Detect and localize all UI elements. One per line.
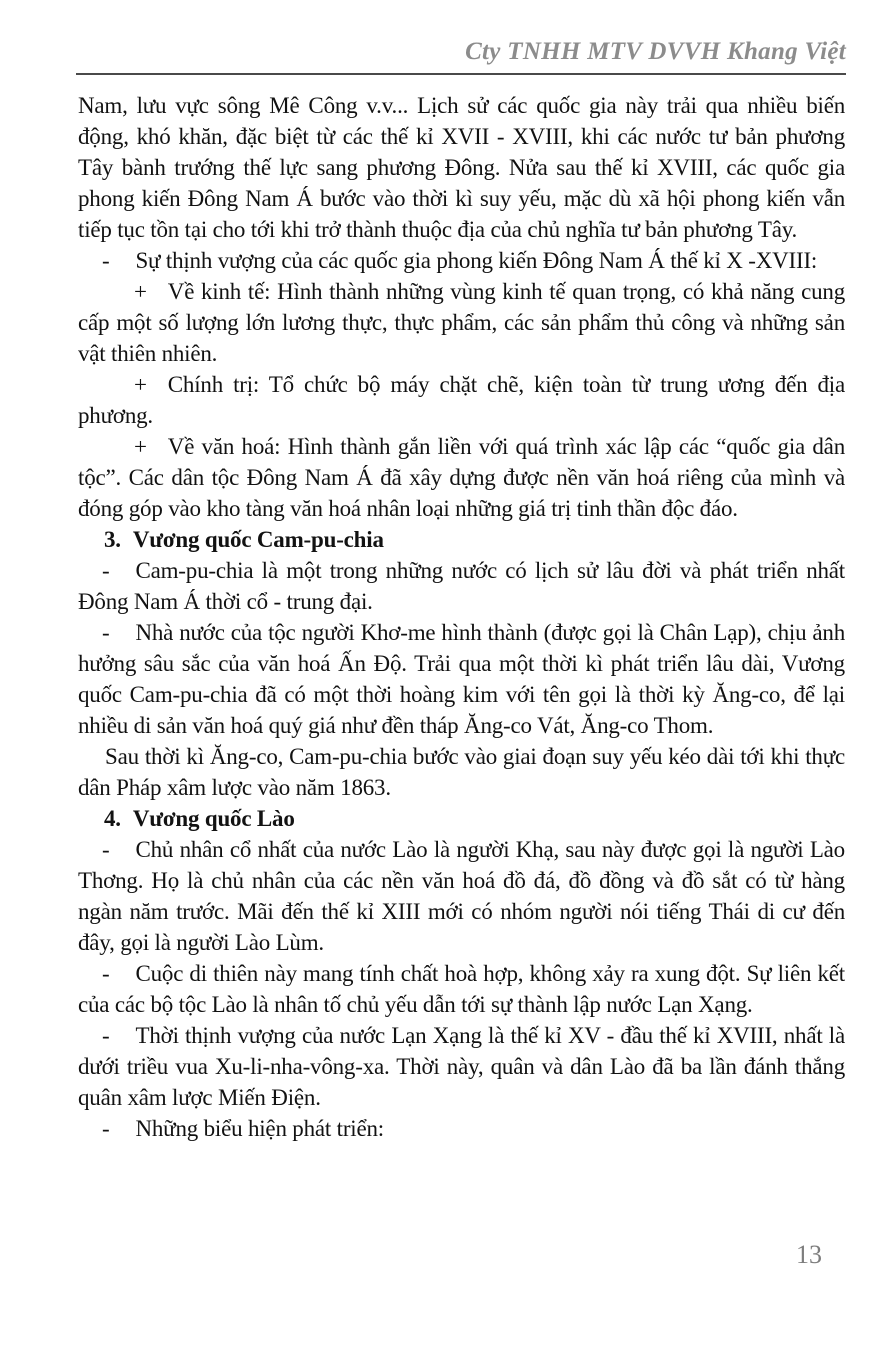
section-heading-text: Vương quốc Cam-pu-chia: [132, 527, 384, 552]
list-item: [78, 834, 845, 958]
list-item-text: Chính trị: Tổ chức bộ máy chặt chẽ, kiện toàn từ trung ương đến địa phương.: [78, 372, 845, 428]
page-header: [76, 38, 846, 75]
dash-marker: -: [102, 620, 110, 645]
dash-marker: -: [102, 248, 110, 273]
list-item-text: Cuộc di thiên này mang tính chất hoà hợp, không xảy ra xung đột. Sự liên kết của các bộ tộc Lào là nhân tố chủ yếu dẫn tới sự thành lập nước Lạn Xạng.: [78, 961, 845, 1017]
paragraph: Sau thời kì Ăng-co, Cam-pu-chia bước vào giai đoạn suy yếu kéo dài tới khi thực dân Pháp xâm lược vào năm 1863.: [78, 744, 845, 800]
section-number: 3.: [104, 527, 121, 552]
list-item: [78, 958, 845, 1020]
page-number: 13: [796, 1240, 822, 1269]
section-heading-text: Vương quốc Lào: [132, 806, 295, 831]
list-item-text: Chủ nhân cổ nhất của nước Lào là người Khạ, sau này được gọi là người Lào Thơng. Họ là chủ nhân của các nền văn hoá đồ đá, đồ đồng và đồ sắt có từ hàng ngàn năm trước. Mãi đến thế kỉ XIII mới có nhóm người nói tiếng Thái di cư đến đây, gọi là người Lào Lùm.: [78, 837, 845, 955]
list-item-text: Nhà nước của tộc người Khơ-me hình thành (được gọi là Chân Lạp), chịu ảnh hưởng sâu sắc của văn hoá Ấn Độ. Trải qua một thời kì phát triển lâu dài, Vương quốc Cam-pu-chia đã có một thời hoàng kim với tên gọi là thời kỳ Ăng-co, để lại nhiều di sản văn hoá quý giá như đền tháp Ăng-co Vát, Ăng-co Thom.: [78, 620, 845, 738]
list-item-text: Về văn hoá: Hình thành gắn liền với quá trình xác lập các “quốc gia dân tộc”. Các dân tộc Đông Nam Á đã xây dựng được nền văn hoá riêng của mình và đóng góp vào kho tàng văn hoá nhân loại những giá trị tinh thần độc đáo.: [78, 434, 845, 521]
list-item: [78, 1020, 845, 1113]
list-item: [78, 617, 845, 741]
section-number: 4.: [104, 806, 121, 831]
page-content: [78, 90, 845, 1144]
list-item-text: Cam-pu-chia là một trong những nước có lịch sử lâu đời và phát triển nhất Đông Nam Á thời cổ - trung đại.: [78, 558, 845, 614]
publisher-name: Cty TNHH MTV DVVH Khang Việt: [465, 38, 846, 65]
dash-marker: -: [102, 961, 110, 986]
dash-marker: -: [102, 1116, 110, 1141]
plus-marker: +: [134, 372, 147, 397]
paragraph: Nam, lưu vực sông Mê Công v.v... Lịch sử các quốc gia này trải qua nhiều biến động, khó khăn, đặc biệt từ các thế kỉ XVII - XVIII, khi các nước tư bản phương Tây bành trướng thế lực sang phương Đông. Nửa sau thế kỉ XVIII, các quốc gia phong kiến Đông Nam Á bước vào thời kì suy yếu, mặc dù xã hội phong kiến vẫn tiếp tục tồn tại cho tới khi trở thành thuộc địa của chủ nghĩa tư bản phương Tây.: [78, 93, 845, 242]
list-item: [78, 1113, 845, 1144]
list-item-text: Những biểu hiện phát triển:: [135, 1116, 384, 1141]
dash-marker: -: [102, 558, 110, 583]
dash-marker: -: [102, 1023, 110, 1048]
plus-marker: +: [134, 279, 147, 304]
list-item: [78, 555, 845, 617]
list-item: [78, 431, 845, 524]
list-item-text: Thời thịnh vượng của nước Lạn Xạng là thế kỉ XV - đầu thế kỉ XVIII, nhất là dưới triều vua Xu-li-nha-vông-xa. Thời này, quân và dân Lào đã ba lần đánh thắng quân xâm lược Miến Điện.: [78, 1023, 845, 1110]
dash-marker: -: [102, 837, 110, 862]
list-item: [78, 369, 845, 431]
list-item: [78, 276, 845, 369]
plus-marker: +: [134, 434, 147, 459]
section-heading: [78, 803, 845, 834]
section-heading: [78, 524, 845, 555]
list-item: [78, 245, 845, 276]
list-item-text: Về kinh tế: Hình thành những vùng kinh tế quan trọng, có khả năng cung cấp một số lượng lớn lương thực, thực phẩm, các sản phẩm thủ công và những sản vật thiên nhiên.: [78, 279, 845, 366]
list-item-text: Sự thịnh vượng của các quốc gia phong kiến Đông Nam Á thế kỉ X -XVIII:: [135, 248, 818, 273]
